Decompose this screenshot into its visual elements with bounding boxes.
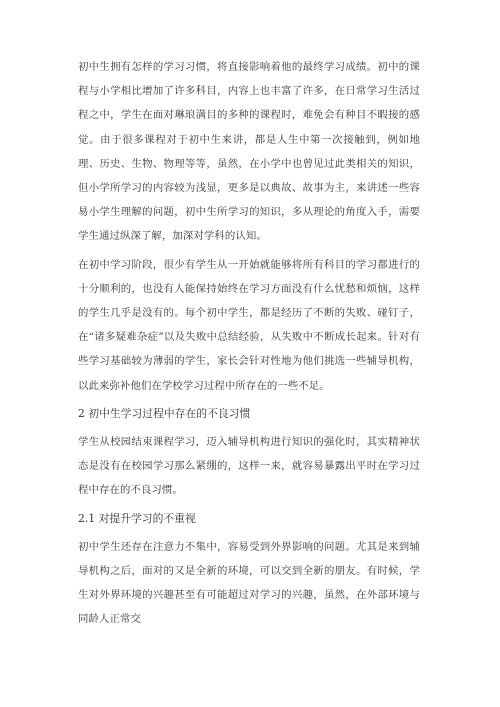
document-page (78, 55, 420, 636)
paragraph-study-habits-intro: 初中生拥有怎样的学习习惯，将直接影响着他的最终学习成绩。初中的课程与小学相比增加了许多科目，内容上也丰富了许多，在日常学习生活过程之中，学生在面对琳琅满目的多种的课程时，难免会有种目不暇接的感觉。由于很多课程对于初中生来讲，都是人生中第一次接触到，例如地理、历史、生物、物理等等，虽然，在小学中也曾见过此类相关的知识，但小学所学习的内容较为浅显，更多是以典故、故事为主，来讲述一些容易小学生理解的问题，初中生所学习的知识，多从理论的角度入手，需要学生通过纵深了解，加深对学科的认知。 (78, 61, 420, 243)
section-heading-2: 2 初中生学习过程中存在的不良习惯 (78, 406, 251, 420)
paragraph-learning-stage: 在初中学习阶段，很少有学生从一开始就能够将所有科目的学习都进行的十分顺利的，也没有人能保持始终在学习方面没有什么忧愁和烦恼，这样的学生几乎是没有的。每个初中学生，都是经历了不断的失败、碰钉子，在“诸多疑难杂症”以及失败中总结经验，从失败中不断成长起来。针对有些学习基础较为薄弱的学生，家长会针对性地为他们挑选一些辅导机构，以此来弥补他们在学校学习过程中所存在的一些不足。 (78, 258, 420, 392)
section-heading-2-1: 2.1 对提升学习的不重视 (78, 511, 196, 525)
paragraph-bad-habits: 学生从校园结束课程学习，迈入辅导机构进行知识的强化时，其实精神状态是没有在校园学习那么紧绷的，这样一来，就容易暴露出平时在学习过程中存在的不良习惯。 (78, 436, 420, 497)
paragraph-attention: 初中学生还存在注意力不集中，容易受到外界影响的问题。尤其是来到辅导机构之后，面对的又是全新的环境，可以交到全新的朋友。有时候，学生对外界环境的兴趣甚至有可能超过对学习的兴趣，虽然，在外部环境与同龄人正常交 (78, 540, 420, 626)
